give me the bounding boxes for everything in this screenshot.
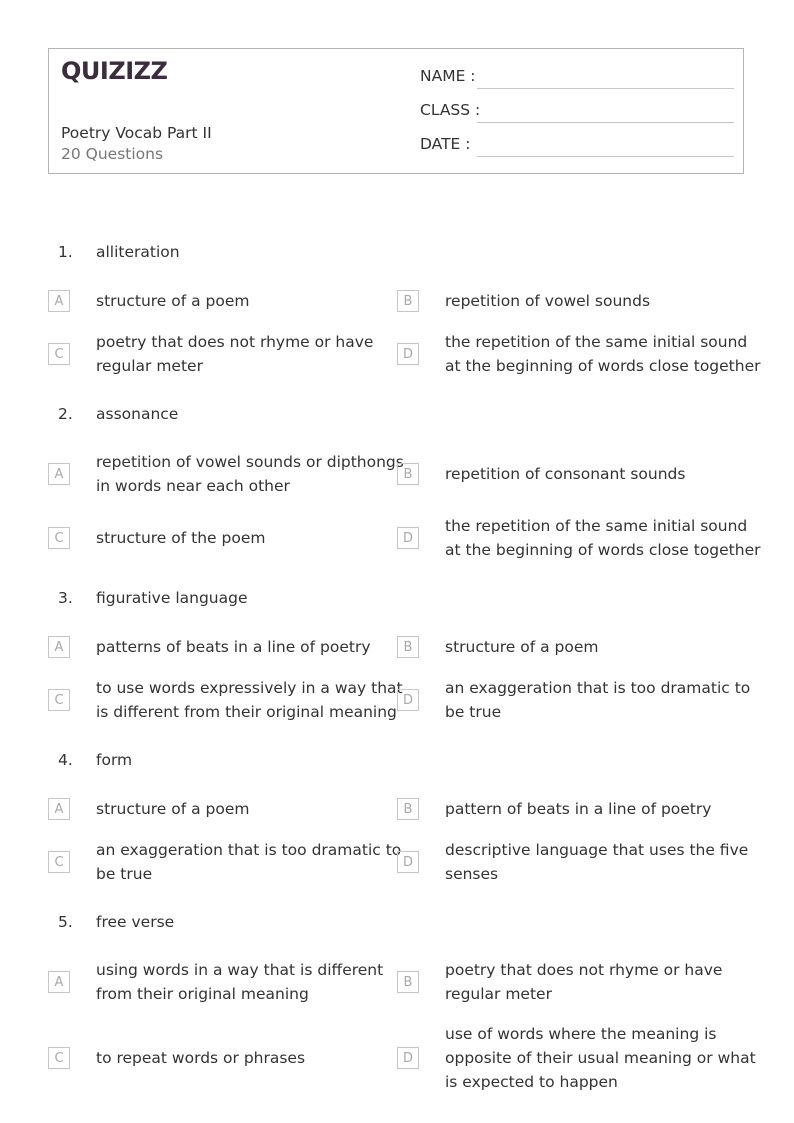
option-line: the repetition of the same initial sound [445,517,748,535]
option-line: use of words where the meaning is [445,1025,717,1043]
class-field[interactable] [420,101,734,123]
option-text [96,289,250,313]
option-text [445,289,650,313]
option-line: from their original meaning [96,985,309,1003]
option-line: the repetition of the same initial sound [445,333,748,351]
option-badge-d[interactable]: D [397,527,419,549]
question-text: form [96,751,133,769]
option-line: is different from their original meaning [96,703,397,721]
question-text: free verse [96,913,175,931]
name-line[interactable] [477,88,734,89]
option-text [96,635,371,659]
option-text [445,635,599,659]
option-badge-a[interactable]: A [48,290,70,312]
option-text [96,958,383,1006]
option-badge-d[interactable]: D [397,851,419,873]
option-line: is expected to happen [445,1073,618,1091]
option-badge-a[interactable]: A [48,798,70,820]
option-text [96,797,250,821]
name-label: NAME : [420,67,476,85]
option-line: descriptive language that uses the five [445,841,749,859]
option-badge-b[interactable]: B [397,290,419,312]
option-line: be true [96,865,153,883]
option-line: in words near each other [96,477,290,495]
question-text: alliteration [96,243,180,261]
option-badge-d[interactable]: D [397,343,419,365]
worksheet-header [48,48,744,174]
option-badge-a[interactable]: A [48,463,70,485]
option-badge-c[interactable]: C [48,689,70,711]
question-number: 2. [58,405,73,423]
option-text [96,1046,305,1070]
option-line: at the beginning of words close together [445,357,761,375]
question-text: assonance [96,405,179,423]
option-line: to use words expressively in a way that [96,679,403,697]
option-text [445,1022,756,1094]
option-line: using words in a way that is different [96,961,384,979]
class-line[interactable] [477,122,734,123]
option-text [96,330,373,378]
option-line: at the beginning of words close together [445,541,761,559]
option-line: pattern of beats in a line of poetry [445,800,712,818]
option-line: senses [445,865,499,883]
option-line: structure of a poem [96,292,250,310]
option-text [445,958,722,1006]
option-text [445,838,748,886]
question-text: figurative language [96,589,248,607]
question-number: 4. [58,751,73,769]
option-line: to repeat words or phrases [96,1049,306,1067]
question-number: 3. [58,589,73,607]
option-text [445,514,761,562]
date-field[interactable] [420,135,734,157]
option-text [445,676,750,724]
worksheet-title: Poetry Vocab Part II [61,124,212,142]
option-text [445,330,761,378]
option-line: be true [445,703,502,721]
option-badge-b[interactable]: B [397,798,419,820]
option-line: an exaggeration that is too dramatic to [445,679,751,697]
option-line: opposite of their usual meaning or what [445,1049,756,1067]
quizizz-logo: QUIZIZZ [61,57,168,85]
option-badge-c[interactable]: C [48,527,70,549]
question-number: 5. [58,913,73,931]
option-badge-c[interactable]: C [48,851,70,873]
option-text [96,676,403,724]
option-line: poetry that does not rhyme or have [96,333,374,351]
option-line: structure of a poem [96,800,250,818]
name-field[interactable] [420,67,734,89]
date-label: DATE : [420,135,471,153]
question-number: 1. [58,243,73,261]
option-line: structure of a poem [445,638,599,656]
option-text [96,450,404,498]
option-badge-c[interactable]: C [48,343,70,365]
option-line: poetry that does not rhyme or have [445,961,723,979]
option-line: patterns of beats in a line of poetry [96,638,371,656]
option-line: regular meter [96,357,203,375]
option-badge-b[interactable]: B [397,463,419,485]
option-text [96,526,265,550]
option-badge-c[interactable]: C [48,1047,70,1069]
option-badge-d[interactable]: D [397,1047,419,1069]
question-count: 20 Questions [61,145,164,163]
option-badge-a[interactable]: A [48,971,70,993]
option-badge-a[interactable]: A [48,636,70,658]
option-line: repetition of vowel sounds [445,292,651,310]
option-badge-d[interactable]: D [397,689,419,711]
option-badge-b[interactable]: B [397,971,419,993]
option-line: structure of the poem [96,529,266,547]
option-badge-b[interactable]: B [397,636,419,658]
option-line: an exaggeration that is too dramatic to [96,841,402,859]
option-text [445,797,711,821]
option-line: repetition of vowel sounds or dipthongs [96,453,404,471]
option-text [96,838,401,886]
class-label: CLASS : [420,101,481,119]
option-text [445,462,685,486]
option-line: regular meter [445,985,552,1003]
option-line: repetition of consonant sounds [445,465,686,483]
date-line[interactable] [477,156,734,157]
